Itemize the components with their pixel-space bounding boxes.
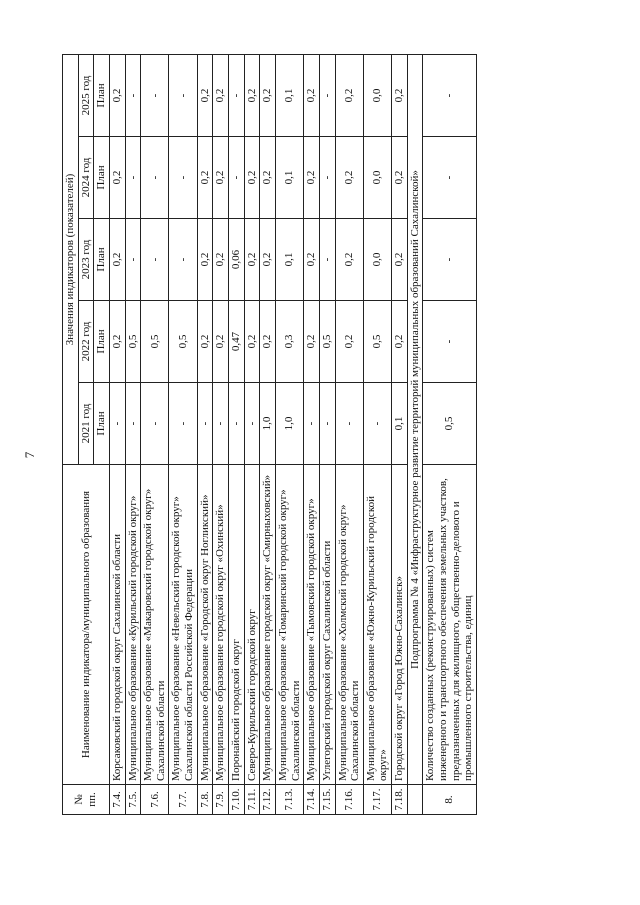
- row-value: -: [141, 54, 169, 136]
- row-value: 0,3: [275, 301, 303, 383]
- row-value: 0,2: [197, 137, 213, 219]
- row-value: 0,2: [304, 54, 320, 136]
- row-value: 0,2: [109, 301, 125, 383]
- row-value: 0,2: [197, 54, 213, 136]
- header-year: 2021 год: [78, 383, 94, 465]
- row-value: -: [423, 137, 477, 219]
- table-row: [392, 54, 408, 814]
- row-number: 7.5.: [125, 785, 141, 815]
- row-value: 0,47: [229, 301, 245, 383]
- row-value: 0,2: [304, 301, 320, 383]
- row-value: 0,2: [260, 301, 276, 383]
- row-value: 0,2: [197, 301, 213, 383]
- table-row: [141, 54, 169, 814]
- header-plan: План: [94, 383, 110, 465]
- row-value: 0,2: [335, 219, 363, 301]
- header-plan: План: [94, 219, 110, 301]
- row-value: 0,5: [169, 301, 197, 383]
- row-value: 0,2: [392, 137, 408, 219]
- row-number: 7.15.: [319, 785, 335, 815]
- row-number: 7.11.: [244, 785, 260, 815]
- table-row: [213, 54, 229, 814]
- row-value: -: [169, 383, 197, 465]
- row-value: 0,1: [275, 54, 303, 136]
- table-row: [197, 54, 213, 814]
- header-num: № пп.: [63, 785, 110, 815]
- row-value: 0,1: [392, 383, 408, 465]
- table-row: [260, 54, 276, 814]
- row-value: 0,5: [141, 301, 169, 383]
- table-row: [244, 54, 260, 814]
- row-value: -: [169, 54, 197, 136]
- row-value: -: [304, 383, 320, 465]
- row-name: Городской округ «Город Южно-Сахалинск»: [392, 465, 408, 785]
- row-value: -: [141, 219, 169, 301]
- table-row: [275, 54, 303, 814]
- header-values: Значения индикаторов (показателей): [63, 54, 79, 464]
- row-value: -: [109, 383, 125, 465]
- row-name: Северо-Курильский городской округ: [244, 465, 260, 785]
- row-value: 0,5: [125, 301, 141, 383]
- row-value: 0,0: [363, 54, 391, 136]
- row-value: 0,5: [319, 301, 335, 383]
- row-name: Муниципальное образование «Холмский городской округ» Сахалинской области: [335, 465, 363, 785]
- row-name: Муниципальное образование «Южно-Курильский городской округ»: [363, 465, 391, 785]
- row-value: -: [229, 54, 245, 136]
- row-name: Поронайский городской округ: [229, 465, 245, 785]
- row-number: 7.4.: [109, 785, 125, 815]
- row-value: 0,06: [229, 219, 245, 301]
- row-value: -: [169, 219, 197, 301]
- indicators-table: [62, 54, 477, 815]
- row-value: 0,2: [244, 54, 260, 136]
- page-number: 7: [22, 451, 37, 459]
- row-value: 0,2: [244, 137, 260, 219]
- row-value: 0,2: [392, 301, 408, 383]
- header-name: Наименование индикатора/муниципального образования: [63, 465, 110, 785]
- row-number: 7.7.: [169, 785, 197, 815]
- row-number: 7.13.: [275, 785, 303, 815]
- row-value: -: [423, 219, 477, 301]
- row-value: -: [335, 383, 363, 465]
- row-name: Корсаковский городской округ Сахалинской области: [109, 465, 125, 785]
- row-value: 0,2: [260, 137, 276, 219]
- row-value: 0,1: [275, 137, 303, 219]
- table-row: [125, 54, 141, 814]
- header-year: 2023 год: [78, 219, 94, 301]
- row-name: Муниципальное образование «Городской округ Ногликский»: [197, 465, 213, 785]
- table-row: [423, 54, 477, 814]
- row-value: -: [319, 137, 335, 219]
- row-name: Муниципальное образование «Макаровский городской округ» Сахалинской области: [141, 465, 169, 785]
- row-value: -: [319, 383, 335, 465]
- row-name: Муниципальное образование «Тымовский городской округ»: [304, 465, 320, 785]
- row-value: -: [169, 137, 197, 219]
- row-value: 0,2: [392, 219, 408, 301]
- row-value: 0,2: [109, 137, 125, 219]
- row-value: 0,2: [213, 301, 229, 383]
- row-value: 0,0: [363, 137, 391, 219]
- row-value: -: [423, 54, 477, 136]
- row-value: 0,2: [335, 301, 363, 383]
- row-number: 8.: [423, 785, 477, 815]
- row-value: 0,2: [213, 219, 229, 301]
- row-value: -: [244, 383, 260, 465]
- row-value: 0,2: [335, 54, 363, 136]
- row-value: -: [125, 54, 141, 136]
- row-number: 7.18.: [392, 785, 408, 815]
- row-value: 0,2: [260, 219, 276, 301]
- row-number: 7.12.: [260, 785, 276, 815]
- row-number: 7.9.: [213, 785, 229, 815]
- row-value: -: [125, 137, 141, 219]
- row-value: 0,5: [363, 301, 391, 383]
- row-number: 7.6.: [141, 785, 169, 815]
- table-row: [363, 54, 391, 814]
- row-value: -: [319, 54, 335, 136]
- row-name: Муниципальное образование «Томаринский городской округ» Сахалинской области: [275, 465, 303, 785]
- row-value: 0,2: [304, 137, 320, 219]
- row-name: Углегорский городской округ Сахалинской области: [319, 465, 335, 785]
- row-name: Муниципальное образование городской округ «Охинский»: [213, 465, 229, 785]
- row-value: 0,1: [275, 219, 303, 301]
- row-number: 7.10.: [229, 785, 245, 815]
- row-value: 0,2: [260, 54, 276, 136]
- row-value: 0,5: [423, 383, 477, 465]
- row-number: 7.14.: [304, 785, 320, 815]
- table-row: [169, 54, 197, 814]
- row-value: -: [319, 219, 335, 301]
- header-plan: План: [94, 137, 110, 219]
- row-value: -: [363, 383, 391, 465]
- table-row: [319, 54, 335, 814]
- row-number: 7.8.: [197, 785, 213, 815]
- section-row: [407, 54, 423, 814]
- row-value: 0,0: [363, 219, 391, 301]
- header-year: 2025 год: [78, 54, 94, 136]
- row-name: Количество созданных (реконструированных) систем инженерного и транспортного обеспечения земельных участков, предназначенных для жилищного, общественно-делового и промышленного строительства, единиц: [423, 465, 477, 785]
- row-value: 0,2: [197, 219, 213, 301]
- row-value: 1,0: [275, 383, 303, 465]
- table-row: [304, 54, 320, 814]
- row-value: 0,2: [213, 137, 229, 219]
- row-value: -: [213, 383, 229, 465]
- row-value: -: [141, 137, 169, 219]
- row-value: -: [229, 137, 245, 219]
- table-row: [109, 54, 125, 814]
- row-value: 1,0: [260, 383, 276, 465]
- row-value: -: [125, 383, 141, 465]
- table-row: [335, 54, 363, 814]
- row-number: 7.17.: [363, 785, 391, 815]
- row-value: -: [229, 383, 245, 465]
- section-title: Подпрограмма № 4 «Инфраструктурное развитие территорий муниципальных образований Сахалинской»: [407, 54, 423, 784]
- row-value: 0,2: [244, 219, 260, 301]
- row-value: -: [141, 383, 169, 465]
- header-plan: План: [94, 54, 110, 136]
- row-value: 0,2: [109, 219, 125, 301]
- row-value: -: [197, 383, 213, 465]
- row-name: Муниципальное образование «Курильский городской округ»: [125, 465, 141, 785]
- header-year: 2024 год: [78, 137, 94, 219]
- row-value: 0,2: [244, 301, 260, 383]
- header-year: 2022 год: [78, 301, 94, 383]
- row-value: -: [125, 219, 141, 301]
- row-value: 0,2: [392, 54, 408, 136]
- row-value: 0,2: [213, 54, 229, 136]
- row-name: Муниципальное образование городской округ «Смирныховский»: [260, 465, 276, 785]
- row-name: Муниципальное образование «Невельский городской округ» Сахалинской области Российской Федерации: [169, 465, 197, 785]
- row-value: 0,2: [304, 219, 320, 301]
- header-plan: План: [94, 301, 110, 383]
- row-value: 0,2: [109, 54, 125, 136]
- row-number: 7.16.: [335, 785, 363, 815]
- row-value: -: [423, 301, 477, 383]
- row-value: 0,2: [335, 137, 363, 219]
- table-row: [229, 54, 245, 814]
